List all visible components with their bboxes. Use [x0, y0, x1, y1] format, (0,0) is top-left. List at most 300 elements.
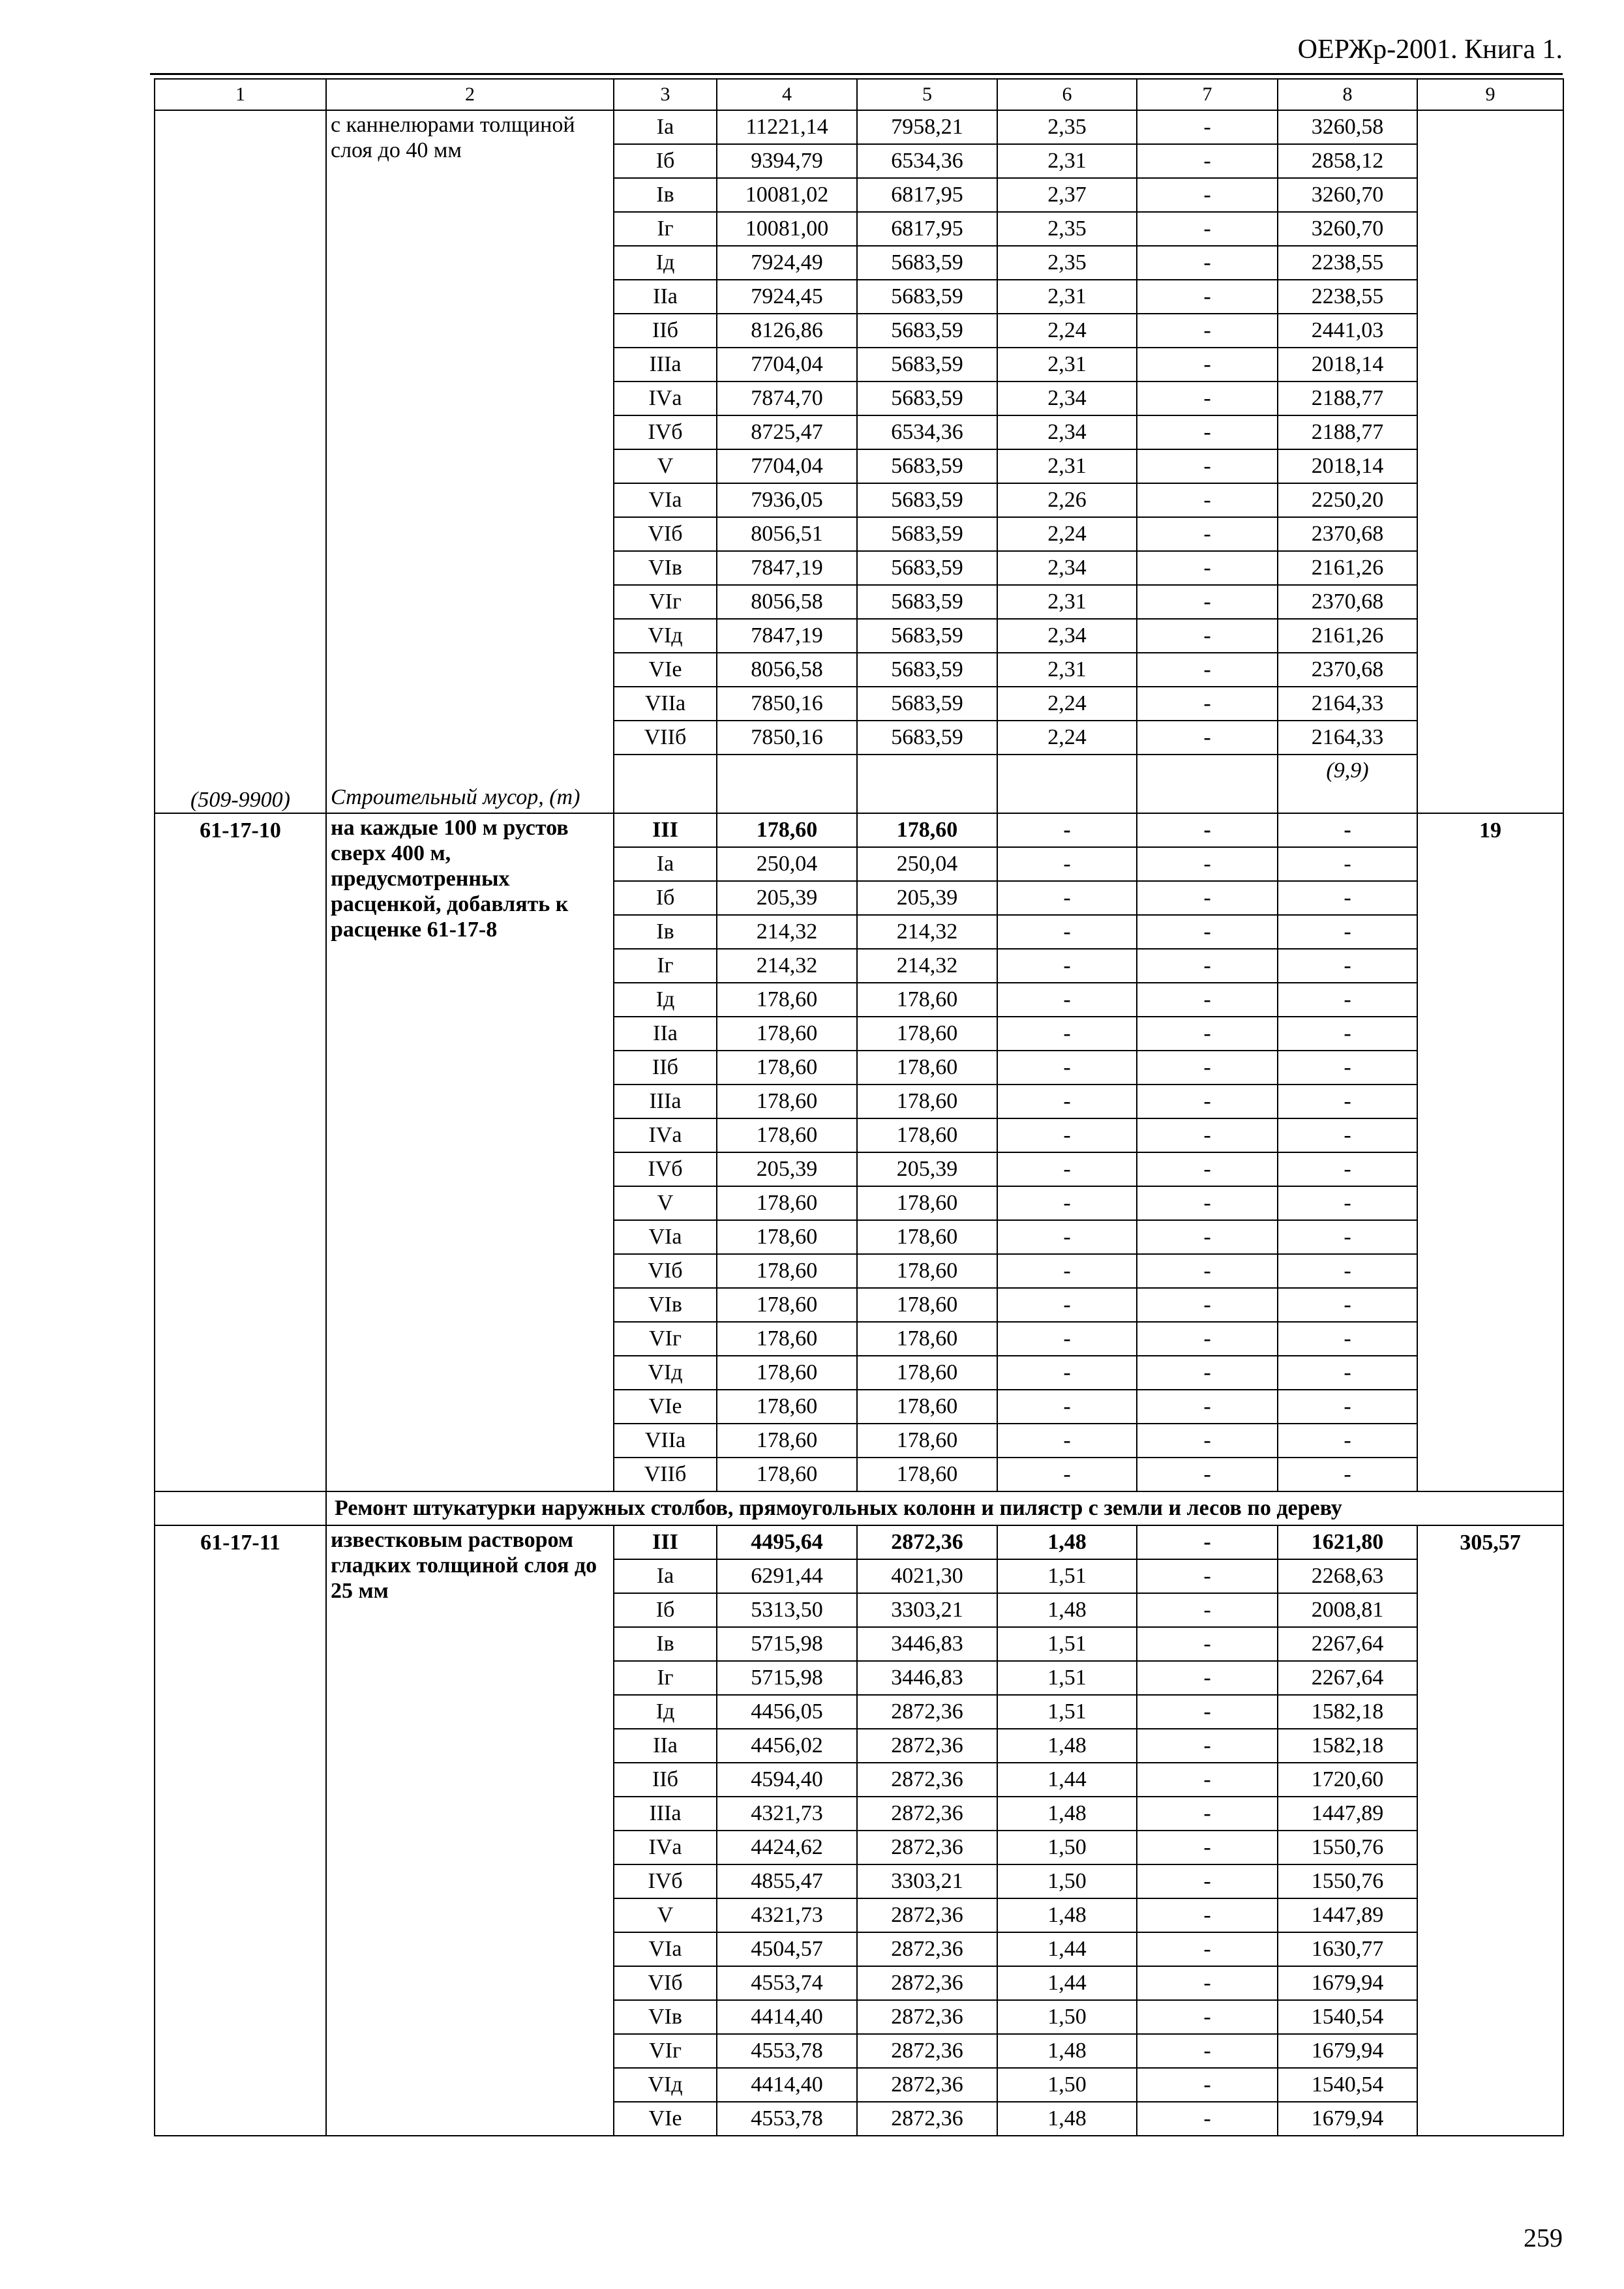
value-cell-col6: 2,26 — [997, 483, 1137, 517]
rate-description-wrap — [331, 112, 609, 810]
value-cell-col5: 178,60 — [857, 1424, 997, 1458]
value-cell-col6: 2,31 — [997, 653, 1137, 687]
zone-cell: VIIб — [614, 721, 717, 755]
note-code: (509-9900) — [190, 787, 290, 812]
header-rule — [150, 73, 1563, 75]
zone-cell: Iг — [614, 1661, 717, 1695]
value-cell-col8: - — [1278, 1322, 1417, 1356]
zone-cell: VIв — [614, 2000, 717, 2034]
value-cell-col4: 7704,04 — [717, 449, 857, 483]
value-cell-col6: - — [997, 1017, 1137, 1051]
value-cell-col7: - — [1137, 1322, 1278, 1356]
column-header: 5 — [857, 79, 997, 110]
zone-cell: IIIа — [614, 1797, 717, 1831]
value-cell-col8: - — [1278, 1152, 1417, 1186]
value-cell-col7: - — [1137, 415, 1278, 449]
rate-code: 61-17-11 — [155, 1525, 326, 2136]
value-cell-col5: 178,60 — [857, 1118, 997, 1152]
value-cell-col7: - — [1137, 1220, 1278, 1254]
value-cell-col6: 1,50 — [997, 1864, 1137, 1898]
value-cell-col8: 2018,14 — [1278, 348, 1417, 382]
value-cell-col5: 178,60 — [857, 1017, 997, 1051]
zone-cell: Iа — [614, 110, 717, 144]
value-cell-col8: - — [1278, 1085, 1417, 1118]
value-cell-col6: - — [997, 813, 1137, 847]
zone-cell: VIIа — [614, 687, 717, 721]
value-cell-col5: 4021,30 — [857, 1559, 997, 1593]
value-cell-col8: 2164,33 — [1278, 721, 1417, 755]
value-cell-col7: - — [1137, 1254, 1278, 1288]
column-header: 2 — [326, 79, 614, 110]
value-cell-col8: 1582,18 — [1278, 1729, 1417, 1763]
rate-description-main: с каннелюрами толщиной слоя до 40 мм — [331, 113, 575, 163]
value-cell-col4: 4855,47 — [717, 1864, 857, 1898]
column-header: 4 — [717, 79, 857, 110]
zone-cell: III — [614, 813, 717, 847]
value-cell-col8: - — [1278, 1288, 1417, 1322]
zone-cell: VIб — [614, 517, 717, 551]
value-cell-col5: 2872,36 — [857, 1898, 997, 1932]
value-cell-col8: 1447,89 — [1278, 1797, 1417, 1831]
value-cell-col8: 2188,77 — [1278, 415, 1417, 449]
value-cell-col9: 305,57 — [1417, 1525, 1563, 2136]
value-cell-col5: 5683,59 — [857, 382, 997, 415]
value-cell-col4: 178,60 — [717, 813, 857, 847]
zone-cell: Iв — [614, 178, 717, 212]
value-cell-col8: - — [1278, 1051, 1417, 1085]
value-cell-col5: 250,04 — [857, 847, 997, 881]
table-row — [155, 1525, 1563, 1559]
zone-cell: Iд — [614, 246, 717, 280]
value-cell-col4: 11221,14 — [717, 110, 857, 144]
value-cell-col8: 2858,12 — [1278, 144, 1417, 178]
value-cell-col7: - — [1137, 1661, 1278, 1695]
value-cell-col5: 5683,59 — [857, 348, 997, 382]
value-cell-col8: 1679,94 — [1278, 2034, 1417, 2068]
value-cell-col5: 2872,36 — [857, 1831, 997, 1864]
value-cell-col7: - — [1137, 1017, 1278, 1051]
zone-cell: VIб — [614, 1966, 717, 2000]
value-cell-col7: - — [1137, 1593, 1278, 1627]
value-cell-col8: 1540,54 — [1278, 2000, 1417, 2034]
value-cell-col6: 1,51 — [997, 1661, 1137, 1695]
value-cell-col5: 6817,95 — [857, 178, 997, 212]
zone-cell: IVа — [614, 382, 717, 415]
zone-cell: IIб — [614, 1051, 717, 1085]
value-cell-col4: 178,60 — [717, 1458, 857, 1491]
value-cell-col4: 4456,05 — [717, 1695, 857, 1729]
value-cell-col8: 3260,58 — [1278, 110, 1417, 144]
value-cell-col8: - — [1278, 881, 1417, 915]
value-cell-col5: 6817,95 — [857, 212, 997, 246]
value-cell-col7: - — [1137, 1152, 1278, 1186]
value-cell-col6: - — [997, 1356, 1137, 1390]
value-cell-col8: 2441,03 — [1278, 314, 1417, 348]
value-cell-col7: - — [1137, 348, 1278, 382]
value-cell-col6: 1,48 — [997, 1898, 1137, 1932]
column-header-row — [155, 79, 1563, 110]
value-cell-col8: 2268,63 — [1278, 1559, 1417, 1593]
zone-cell: V — [614, 449, 717, 483]
column-header: 6 — [997, 79, 1137, 110]
value-cell-col6: - — [997, 1458, 1137, 1491]
value-cell-col5: 2872,36 — [857, 1763, 997, 1797]
value-cell-col4: 10081,02 — [717, 178, 857, 212]
value-cell-col7: - — [1137, 1085, 1278, 1118]
zone-cell: VIд — [614, 2068, 717, 2102]
value-cell-col5: 6534,36 — [857, 144, 997, 178]
value-cell-col5: 3446,83 — [857, 1661, 997, 1695]
note-col4-empty — [717, 755, 857, 813]
value-cell-col4: 178,60 — [717, 1186, 857, 1220]
value-cell-col4: 8126,86 — [717, 314, 857, 348]
value-cell-col6: - — [997, 1424, 1137, 1458]
column-header: 1 — [155, 79, 326, 110]
value-cell-col6: 2,24 — [997, 687, 1137, 721]
zone-cell: Iд — [614, 983, 717, 1017]
value-cell-col6: 1,48 — [997, 1729, 1137, 1763]
value-cell-col6: 1,48 — [997, 2034, 1137, 2068]
zone-cell: IVа — [614, 1831, 717, 1864]
section-spacer — [155, 1491, 326, 1525]
value-cell-col8: - — [1278, 949, 1417, 983]
value-cell-col6: 1,51 — [997, 1627, 1137, 1661]
zone-cell: VIв — [614, 551, 717, 585]
section-title: Ремонт штукатурки наружных столбов, прямоугольных колонн и пилястр с земли и лесов по дереву — [326, 1491, 1563, 1525]
column-header: 8 — [1278, 79, 1417, 110]
value-cell-col5: 205,39 — [857, 1152, 997, 1186]
value-cell-col4: 178,60 — [717, 1356, 857, 1390]
value-cell-col4: 4414,40 — [717, 2068, 857, 2102]
value-cell-col4: 8056,58 — [717, 653, 857, 687]
rate-description — [326, 110, 614, 813]
value-cell-col8: - — [1278, 847, 1417, 881]
value-cell-col5: 178,60 — [857, 1390, 997, 1424]
value-cell-col5: 178,60 — [857, 983, 997, 1017]
value-cell-col7: - — [1137, 1898, 1278, 1932]
value-cell-col5: 2872,36 — [857, 1525, 997, 1559]
value-cell-col4: 178,60 — [717, 1220, 857, 1254]
value-cell-col5: 5683,59 — [857, 449, 997, 483]
value-cell-col4: 5313,50 — [717, 1593, 857, 1627]
value-cell-col4: 178,60 — [717, 1424, 857, 1458]
value-cell-col4: 178,60 — [717, 1118, 857, 1152]
value-cell-col6: - — [997, 1085, 1137, 1118]
column-header: 7 — [1137, 79, 1278, 110]
value-cell-col4: 8056,51 — [717, 517, 857, 551]
value-cell-col7: - — [1137, 1729, 1278, 1763]
value-cell-col4: 7850,16 — [717, 721, 857, 755]
zone-cell: Iб — [614, 144, 717, 178]
value-cell-col7: - — [1137, 517, 1278, 551]
zone-cell: IVб — [614, 1864, 717, 1898]
value-cell-col8: 1540,54 — [1278, 2068, 1417, 2102]
value-cell-col5: 214,32 — [857, 915, 997, 949]
value-cell-col4: 4594,40 — [717, 1763, 857, 1797]
note-quantity: (9,9) — [1278, 755, 1417, 813]
value-cell-col7: - — [1137, 1763, 1278, 1797]
value-cell-col5: 2872,36 — [857, 2034, 997, 2068]
value-cell-col8: 2250,20 — [1278, 483, 1417, 517]
value-cell-col7: - — [1137, 1118, 1278, 1152]
value-cell-col7: - — [1137, 1525, 1278, 1559]
value-cell-col7: - — [1137, 280, 1278, 314]
zone-cell: Iб — [614, 881, 717, 915]
zone-cell: IIа — [614, 1729, 717, 1763]
value-cell-col6: - — [997, 847, 1137, 881]
zone-cell: VIIб — [614, 1458, 717, 1491]
value-cell-col5: 178,60 — [857, 1220, 997, 1254]
value-cell-col6: 1,51 — [997, 1695, 1137, 1729]
zone-cell: Iб — [614, 1593, 717, 1627]
value-cell-col4: 4553,78 — [717, 2034, 857, 2068]
value-cell-col7: - — [1137, 585, 1278, 619]
value-cell-col5: 7958,21 — [857, 110, 997, 144]
value-cell-col7: - — [1137, 1051, 1278, 1085]
value-cell-col4: 178,60 — [717, 1085, 857, 1118]
value-cell-col5: 2872,36 — [857, 1932, 997, 1966]
value-cell-col5: 2872,36 — [857, 2000, 997, 2034]
value-cell-col6: 2,24 — [997, 517, 1137, 551]
value-cell-col6: - — [997, 1322, 1137, 1356]
value-cell-col9: 19 — [1417, 813, 1563, 1491]
value-cell-col5: 178,60 — [857, 1322, 997, 1356]
value-cell-col6: 1,50 — [997, 2000, 1137, 2034]
value-cell-col5: 2872,36 — [857, 2102, 997, 2136]
value-cell-col6: 2,37 — [997, 178, 1137, 212]
value-cell-col5: 5683,59 — [857, 483, 997, 517]
value-cell-col4: 205,39 — [717, 1152, 857, 1186]
value-cell-col8: 1630,77 — [1278, 1932, 1417, 1966]
value-cell-col4: 4495,64 — [717, 1525, 857, 1559]
value-cell-col5: 5683,59 — [857, 653, 997, 687]
value-cell-col5: 178,60 — [857, 1085, 997, 1118]
value-cell-col5: 5683,59 — [857, 721, 997, 755]
value-cell-col4: 4321,73 — [717, 1797, 857, 1831]
column-header: 3 — [614, 79, 717, 110]
value-cell-col4: 4321,73 — [717, 1898, 857, 1932]
value-cell-col5: 5683,59 — [857, 619, 997, 653]
value-cell-col6: 2,34 — [997, 415, 1137, 449]
zone-cell: IIа — [614, 1017, 717, 1051]
value-cell-col7: - — [1137, 1797, 1278, 1831]
zone-cell: Iг — [614, 212, 717, 246]
value-cell-col7: - — [1137, 721, 1278, 755]
zone-cell: VIа — [614, 1220, 717, 1254]
value-cell-col4: 7847,19 — [717, 551, 857, 585]
value-cell-col4: 4414,40 — [717, 2000, 857, 2034]
value-cell-col4: 4553,74 — [717, 1966, 857, 2000]
value-cell-col6: - — [997, 1051, 1137, 1085]
value-cell-col7: - — [1137, 983, 1278, 1017]
zone-cell: Iа — [614, 847, 717, 881]
value-cell-col7: - — [1137, 949, 1278, 983]
zone-cell: Iв — [614, 1627, 717, 1661]
value-cell-col7: - — [1137, 1424, 1278, 1458]
note-col6-empty — [997, 755, 1137, 813]
value-cell-col6: 2,24 — [997, 314, 1137, 348]
value-cell-col8: - — [1278, 1186, 1417, 1220]
value-cell-col4: 5715,98 — [717, 1661, 857, 1695]
value-cell-col7: - — [1137, 619, 1278, 653]
zone-cell: III — [614, 1525, 717, 1559]
value-cell-col5: 5683,59 — [857, 246, 997, 280]
value-cell-col8: - — [1278, 1424, 1417, 1458]
value-cell-col7: - — [1137, 1458, 1278, 1491]
value-cell-col5: 178,60 — [857, 1458, 997, 1491]
value-cell-col8: - — [1278, 1390, 1417, 1424]
zone-cell: VIа — [614, 483, 717, 517]
value-cell-col6: 1,50 — [997, 1831, 1137, 1864]
value-cell-col5: 205,39 — [857, 881, 997, 915]
value-cell-col6: - — [997, 1118, 1137, 1152]
value-cell-col7: - — [1137, 813, 1278, 847]
zone-cell: VIе — [614, 2102, 717, 2136]
note-description: Строительный мусор, (т) — [331, 785, 580, 809]
page-number: 259 — [1524, 2223, 1563, 2252]
value-cell-col7: - — [1137, 483, 1278, 517]
value-cell-col6: 2,34 — [997, 619, 1137, 653]
value-cell-col4: 4456,02 — [717, 1729, 857, 1763]
value-cell-col7: - — [1137, 1559, 1278, 1593]
zone-cell: IIIа — [614, 1085, 717, 1118]
zone-cell: VIв — [614, 1288, 717, 1322]
zone-cell: IIб — [614, 1763, 717, 1797]
value-cell-col4: 10081,00 — [717, 212, 857, 246]
value-cell-col7: - — [1137, 1864, 1278, 1898]
value-cell-col5: 3303,21 — [857, 1864, 997, 1898]
value-cell-col4: 178,60 — [717, 1322, 857, 1356]
value-cell-col4: 7847,19 — [717, 619, 857, 653]
zone-cell: VIг — [614, 585, 717, 619]
value-cell-col8: 3260,70 — [1278, 212, 1417, 246]
value-cell-col7: - — [1137, 847, 1278, 881]
value-cell-col6: 1,50 — [997, 2068, 1137, 2102]
value-cell-col4: 214,32 — [717, 915, 857, 949]
value-cell-col6: 1,44 — [997, 1932, 1137, 1966]
value-cell-col8: - — [1278, 1017, 1417, 1051]
value-cell-col6: 1,48 — [997, 1593, 1137, 1627]
value-cell-col7: - — [1137, 2102, 1278, 2136]
rate-description: на каждые 100 м рустов сверх 400 м, предусмотренных расценкой, добавлять к расценке 61-17-8 — [326, 813, 614, 1491]
zone-cell: VIе — [614, 1390, 717, 1424]
value-cell-col4: 178,60 — [717, 1254, 857, 1288]
zone-cell: VIб — [614, 1254, 717, 1288]
value-cell-col7: - — [1137, 1932, 1278, 1966]
value-cell-col4: 178,60 — [717, 1051, 857, 1085]
rate-code — [155, 110, 326, 813]
zone-cell: IIа — [614, 280, 717, 314]
column-header: 9 — [1417, 79, 1563, 110]
value-cell-col7: - — [1137, 2068, 1278, 2102]
value-cell-col6: 1,44 — [997, 1966, 1137, 2000]
value-cell-col8: 2161,26 — [1278, 619, 1417, 653]
value-cell-col4: 7874,70 — [717, 382, 857, 415]
value-cell-col7: - — [1137, 382, 1278, 415]
value-cell-col7: - — [1137, 1186, 1278, 1220]
value-cell-col6: 1,48 — [997, 1525, 1137, 1559]
value-cell-col8: 2370,68 — [1278, 517, 1417, 551]
value-cell-col7: - — [1137, 687, 1278, 721]
value-cell-col7: - — [1137, 178, 1278, 212]
value-cell-col5: 5683,59 — [857, 687, 997, 721]
value-cell-col8: 1720,60 — [1278, 1763, 1417, 1797]
rate-code-wrap — [159, 115, 322, 813]
value-cell-col6: 2,34 — [997, 551, 1137, 585]
note-col7-empty — [1137, 755, 1278, 813]
value-cell-col8: 2267,64 — [1278, 1661, 1417, 1695]
value-cell-col6: 2,35 — [997, 110, 1137, 144]
value-cell-col6: - — [997, 915, 1137, 949]
value-cell-col8: 1550,76 — [1278, 1864, 1417, 1898]
value-cell-col4: 250,04 — [717, 847, 857, 881]
value-cell-col4: 178,60 — [717, 1017, 857, 1051]
zone-cell: VIг — [614, 2034, 717, 2068]
value-cell-col6: 2,31 — [997, 348, 1137, 382]
value-cell-col6: 2,24 — [997, 721, 1137, 755]
value-cell-col4: 178,60 — [717, 1390, 857, 1424]
value-cell-col7: - — [1137, 1831, 1278, 1864]
value-cell-col5: 5683,59 — [857, 585, 997, 619]
zone-cell: V — [614, 1186, 717, 1220]
zone-cell: VIг — [614, 1322, 717, 1356]
value-cell-col8: 2018,14 — [1278, 449, 1417, 483]
value-cell-col7: - — [1137, 1627, 1278, 1661]
value-cell-col6: 2,31 — [997, 144, 1137, 178]
value-cell-col4: 5715,98 — [717, 1627, 857, 1661]
rate-code: 61-17-10 — [155, 813, 326, 1491]
zone-cell: VIIа — [614, 1424, 717, 1458]
value-cell-col6: 2,34 — [997, 382, 1137, 415]
value-cell-col5: 2872,36 — [857, 2068, 997, 2102]
value-cell-col5: 3446,83 — [857, 1627, 997, 1661]
value-cell-col5: 178,60 — [857, 1288, 997, 1322]
value-cell-col6: 2,35 — [997, 246, 1137, 280]
value-cell-col7: - — [1137, 1288, 1278, 1322]
value-cell-col8: 3260,70 — [1278, 178, 1417, 212]
value-cell-col6: 1,48 — [997, 1797, 1137, 1831]
value-cell-col5: 2872,36 — [857, 1729, 997, 1763]
value-cell-col8: 2370,68 — [1278, 653, 1417, 687]
value-cell-col8: 1679,94 — [1278, 2102, 1417, 2136]
value-cell-col6: - — [997, 1288, 1137, 1322]
value-cell-col4: 205,39 — [717, 881, 857, 915]
value-cell-col7: - — [1137, 2000, 1278, 2034]
value-cell-col6: - — [997, 1152, 1137, 1186]
zone-cell: IIIа — [614, 348, 717, 382]
value-cell-col5: 2872,36 — [857, 1695, 997, 1729]
note-zone-empty — [614, 755, 717, 813]
value-cell-col5: 5683,59 — [857, 517, 997, 551]
value-cell-col7: - — [1137, 449, 1278, 483]
value-cell-col6: 2,31 — [997, 585, 1137, 619]
value-cell-col8: 2188,77 — [1278, 382, 1417, 415]
value-cell-col7: - — [1137, 246, 1278, 280]
value-cell-col6: - — [997, 1186, 1137, 1220]
value-cell-col8: - — [1278, 813, 1417, 847]
zone-cell: VIд — [614, 1356, 717, 1390]
value-cell-col7: - — [1137, 144, 1278, 178]
value-cell-col5: 178,60 — [857, 1051, 997, 1085]
value-cell-col4: 6291,44 — [717, 1559, 857, 1593]
note-col5-empty — [857, 755, 997, 813]
zone-cell: IVб — [614, 415, 717, 449]
value-cell-col8: - — [1278, 1458, 1417, 1491]
zone-cell: Iд — [614, 1695, 717, 1729]
value-cell-col6: 1,48 — [997, 2102, 1137, 2136]
zone-cell: V — [614, 1898, 717, 1932]
value-cell-col8: - — [1278, 1220, 1417, 1254]
